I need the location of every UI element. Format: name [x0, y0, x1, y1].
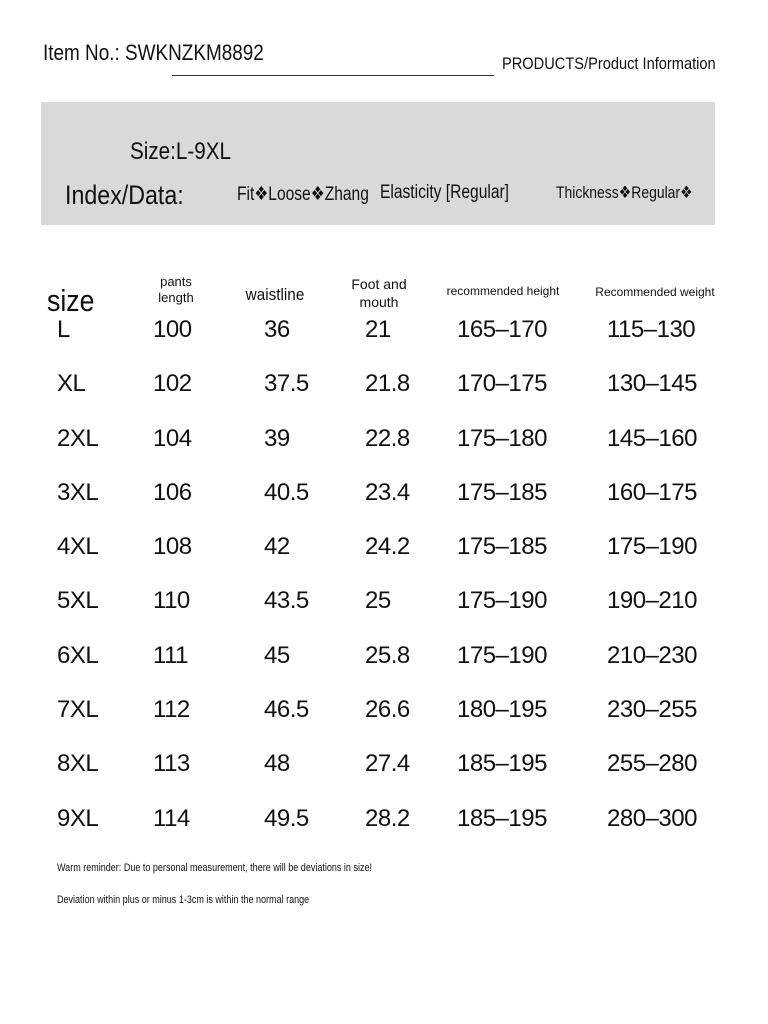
cell-height: 175–190 — [457, 641, 547, 669]
cell-height: 175–190 — [457, 587, 547, 615]
cell-height: 185–195 — [457, 750, 547, 778]
table-row — [0, 630, 768, 684]
cell-pants-length: 110 — [153, 587, 190, 615]
cell-weight: 130–145 — [607, 370, 697, 398]
size-range: Size:L-9XL — [130, 138, 231, 165]
cell-weight: 210–230 — [607, 641, 697, 669]
cell-size: 8XL — [57, 750, 99, 778]
products-label: PRODUCTS/Product Information — [502, 54, 716, 73]
cell-size: 2XL — [57, 424, 99, 452]
header-waistline: waistline — [245, 285, 305, 304]
cell-height: 180–195 — [457, 696, 547, 724]
cell-pants-length: 112 — [153, 696, 190, 724]
cell-pants-length: 111 — [153, 641, 188, 669]
cell-height: 175–185 — [457, 533, 547, 561]
cell-waistline: 40.5 — [264, 478, 309, 506]
deviation-note: Deviation within plus or minus 1-3cm is within the normal range — [57, 894, 310, 906]
cell-weight: 190–210 — [607, 587, 697, 615]
cell-waistline: 39 — [264, 424, 290, 452]
cell-size: 4XL — [57, 533, 99, 561]
elasticity-info: Elasticity [Regular] — [380, 182, 510, 203]
cell-weight: 145–160 — [607, 424, 697, 452]
cell-foot-mouth: 25.8 — [365, 641, 410, 669]
cell-pants-length: 106 — [153, 478, 192, 506]
cell-pants-length: 104 — [153, 424, 192, 452]
table-row — [0, 521, 768, 575]
cell-weight: 280–300 — [607, 804, 697, 832]
table-row — [0, 684, 768, 738]
cell-pants-length: 114 — [153, 804, 190, 832]
cell-weight: 230–255 — [607, 696, 697, 724]
cell-foot-mouth: 28.2 — [365, 804, 410, 832]
table-row — [0, 575, 768, 629]
cell-foot-mouth: 21 — [365, 316, 391, 343]
fit-info: Fit❖Loose❖Zhang — [237, 184, 369, 205]
cell-foot-mouth: 25 — [365, 587, 391, 615]
header-divider — [172, 75, 494, 76]
table-row — [0, 738, 768, 792]
cell-waistline: 36 — [264, 316, 290, 343]
cell-height: 170–175 — [457, 370, 547, 398]
header-size: size — [47, 283, 95, 318]
cell-waistline: 42 — [264, 533, 290, 561]
cell-height: 185–195 — [457, 804, 547, 832]
header-foot-mouth: Foot and mouth — [351, 276, 407, 310]
cell-waistline: 37.5 — [264, 370, 309, 398]
table-row — [0, 467, 768, 521]
cell-pants-length: 108 — [153, 533, 192, 561]
table-body — [0, 304, 768, 847]
cell-size: 7XL — [57, 696, 99, 724]
cell-size: 6XL — [57, 641, 99, 669]
cell-waistline: 46.5 — [264, 696, 309, 724]
cell-size: 9XL — [57, 804, 99, 832]
cell-weight: 160–175 — [607, 478, 697, 506]
cell-waistline: 49.5 — [264, 804, 309, 832]
cell-size: L — [57, 316, 70, 343]
cell-foot-mouth: 21.8 — [365, 370, 410, 398]
cell-height: 165–170 — [457, 316, 547, 343]
cell-waistline: 43.5 — [264, 587, 309, 615]
header-pants-length: pants length — [158, 274, 194, 306]
cell-pants-length: 113 — [153, 750, 190, 778]
cell-weight: 175–190 — [607, 533, 697, 561]
table-row — [0, 304, 768, 358]
cell-foot-mouth: 26.6 — [365, 696, 410, 724]
cell-size: XL — [57, 370, 86, 398]
cell-waistline: 48 — [264, 750, 290, 778]
table-row — [0, 358, 768, 412]
cell-pants-length: 100 — [153, 316, 192, 343]
table-row — [0, 413, 768, 467]
header-recommended-weight: Recommended weight — [595, 285, 715, 299]
cell-foot-mouth: 23.4 — [365, 478, 410, 506]
cell-foot-mouth: 27.4 — [365, 750, 410, 778]
cell-height: 175–185 — [457, 478, 547, 506]
index-data-label: Index/Data: — [65, 180, 184, 210]
cell-height: 175–180 — [457, 424, 547, 452]
cell-weight: 115–130 — [607, 316, 696, 343]
cell-size: 3XL — [57, 478, 99, 506]
cell-foot-mouth: 22.8 — [365, 424, 410, 452]
cell-size: 5XL — [57, 587, 99, 615]
info-panel — [41, 102, 715, 225]
table-row — [0, 793, 768, 847]
item-number: Item No.: SWKNZKM8892 — [43, 40, 264, 65]
warm-reminder: Warm reminder: Due to personal measurement, there will be deviations in size! — [57, 862, 373, 874]
cell-foot-mouth: 24.2 — [365, 533, 410, 561]
thickness-info: Thickness❖Regular❖ — [556, 183, 693, 202]
header-recommended-height: recommended height — [446, 284, 560, 298]
cell-waistline: 45 — [264, 641, 290, 669]
cell-weight: 255–280 — [607, 750, 697, 778]
cell-pants-length: 102 — [153, 370, 192, 398]
